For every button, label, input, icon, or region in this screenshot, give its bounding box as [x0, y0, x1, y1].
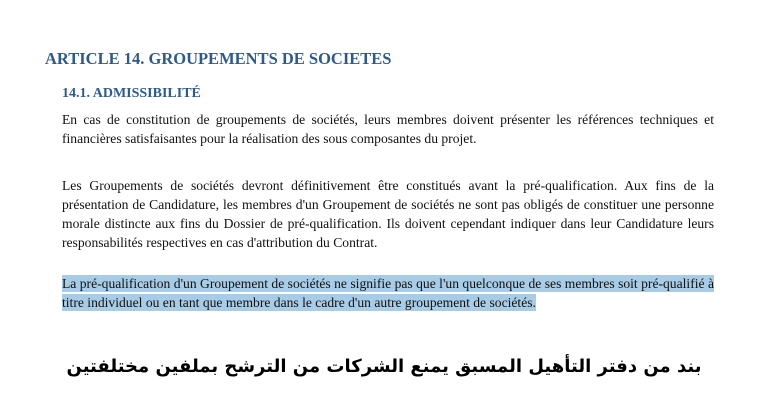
paragraph-2: Les Groupements de sociétés devront définitivement être constitués avant la pré-qualification. Aux fins de la présentation de Candidature, les membres d'un Groupement de sociétés ne sont pas obligés de constituer une personne morale distincte aux fins du Dossier de pré-qualification. Ils doivent cependant indiquer dans leur Candidature leurs responsabilités respectives en cas d'attribution du Contrat. [62, 178, 714, 250]
highlighted-paragraph [62, 274, 714, 312]
section-title: 14.1. ADMISSIBILITÉ [62, 86, 201, 101]
paragraph-1: En cas de constitution de groupements de sociétés, leurs membres doivent présenter les références techniques et financières satisfaisantes pour la réalisation des sous composantes du projet. [62, 112, 714, 146]
article-title: ARTICLE 14. GROUPEMENTS DE SOCIETES [45, 49, 392, 68]
text-highlight: La pré-qualification d'un Groupement de sociétés ne signifie pas que l'un quelconque de ses membres soit pré-qualifié à titre individuel ou en tant que membre dans le cadre d'un autre groupement de sociétés. [62, 276, 714, 310]
arabic-caption: بند من دفتر التأهيل المسبق يمنع الشركات من الترشح بملفين مختلفتين [66, 356, 702, 377]
